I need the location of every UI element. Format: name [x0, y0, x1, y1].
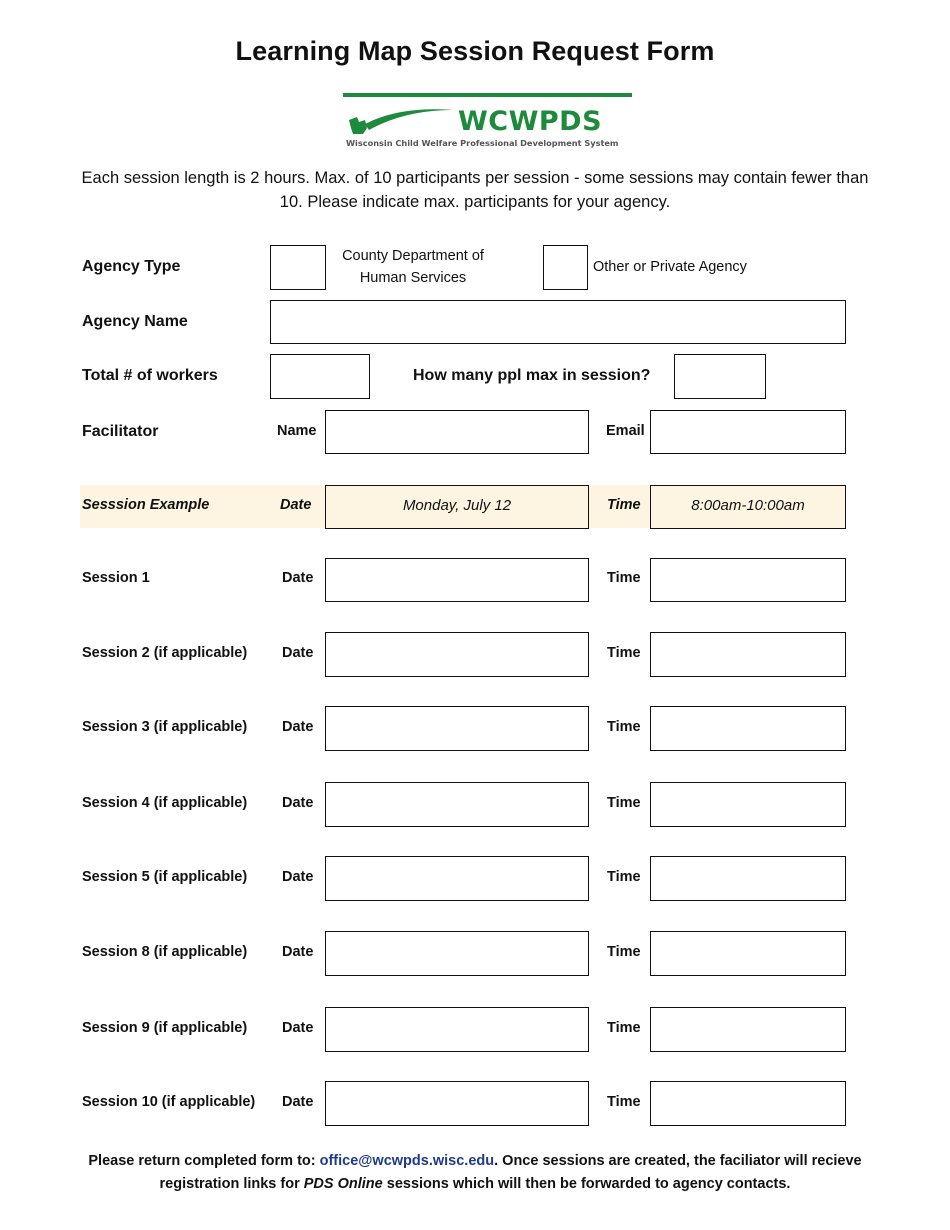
session-time-field[interactable]	[650, 1081, 846, 1126]
footer-text: Please return completed form to:	[88, 1153, 320, 1169]
session-label: Session 9 (if applicable)	[82, 1020, 248, 1036]
session-label: Session 10 (if applicable)	[82, 1094, 256, 1110]
session-time-label: Time	[607, 719, 641, 735]
other-agency-checkbox[interactable]	[543, 245, 588, 290]
logo-name: WCWPDS	[458, 106, 603, 137]
footer-text: . Once sessions are created, the faciliator will recieve registration links for	[159, 1153, 862, 1192]
session-date-field[interactable]	[325, 856, 589, 901]
total-workers-label: Total # of workers	[82, 367, 218, 384]
facilitator-name-field[interactable]	[325, 410, 589, 454]
session-date-label: Date	[282, 719, 314, 735]
total-workers-field[interactable]	[270, 354, 370, 399]
session-date-field[interactable]	[325, 632, 589, 677]
session-time-field[interactable]	[650, 1007, 846, 1052]
session-date-label: Date	[282, 1094, 314, 1110]
session-time-field[interactable]	[650, 856, 846, 901]
session-date-label: Date	[282, 1020, 314, 1036]
max-participants-label: How many ppl max in session?	[413, 367, 651, 384]
session-date-field[interactable]	[325, 782, 589, 827]
session-time-label: Time	[607, 1094, 641, 1110]
session-time-label: Time	[607, 645, 641, 661]
session-time-label: Time	[607, 570, 641, 586]
agency-type-label: Agency Type	[82, 258, 181, 275]
pds-online-text: PDS Online	[303, 1176, 383, 1192]
agency-name-label: Agency Name	[82, 313, 188, 330]
facilitator-email-label: Email	[606, 423, 645, 439]
office-email-link[interactable]: office@wcwpds.wisc.edu	[319, 1153, 495, 1169]
agency-name-field[interactable]	[270, 300, 846, 344]
session-date-label: Date	[282, 944, 314, 960]
intro-text: Each session length is 2 hours. Max. of 10 participants per session - some sessions may contain fewer than 10. Please indicate max. participants for your agency.	[81, 169, 869, 211]
max-participants-field[interactable]	[674, 354, 766, 399]
session-time-field[interactable]	[650, 632, 846, 677]
session-time-label: Time	[607, 1020, 641, 1036]
session-date-field[interactable]	[325, 931, 589, 976]
session-date-field[interactable]	[325, 1007, 589, 1052]
session-date-label: Date	[282, 645, 314, 661]
page-title: Learning Map Session Request Form	[235, 36, 715, 66]
session-label: Session 2 (if applicable)	[82, 645, 248, 661]
wisconsin-logo-icon	[345, 104, 457, 136]
logo-rule	[343, 93, 632, 97]
footer-text: sessions which will then be forwarded to agency contacts.	[382, 1176, 791, 1192]
session-date-field[interactable]	[325, 558, 589, 602]
session-label: Session 4 (if applicable)	[82, 795, 248, 811]
session-date-label: Date	[282, 570, 314, 586]
example-time-field: 8:00am-10:00am	[650, 485, 846, 529]
session-time-field[interactable]	[650, 782, 846, 827]
session-time-field[interactable]	[650, 931, 846, 976]
example-time-label: Time	[607, 497, 641, 513]
logo-subtitle: Wisconsin Child Welfare Professional Development System	[346, 138, 619, 148]
session-label: Session 8 (if applicable)	[82, 944, 248, 960]
county-option-label: County Department of Human Services	[342, 248, 484, 286]
example-date-label: Date	[280, 497, 312, 513]
session-label: Session 3 (if applicable)	[82, 719, 248, 735]
example-date-field: Monday, July 12	[325, 485, 589, 529]
other-agency-option-label: Other or Private Agency	[593, 259, 747, 275]
session-date-label: Date	[282, 869, 314, 885]
session-date-field[interactable]	[325, 706, 589, 751]
facilitator-label: Facilitator	[82, 423, 159, 440]
session-time-field[interactable]	[650, 706, 846, 751]
session-time-label: Time	[607, 795, 641, 811]
facilitator-name-label: Name	[277, 423, 317, 439]
session-time-label: Time	[607, 869, 641, 885]
session-date-field[interactable]	[325, 1081, 589, 1126]
footer-note	[80, 1150, 870, 1196]
session-date-label: Date	[282, 795, 314, 811]
session-label: Session 5 (if applicable)	[82, 869, 248, 885]
session-example-label: Sesssion Example	[82, 497, 210, 513]
county-checkbox[interactable]	[270, 245, 326, 290]
facilitator-email-field[interactable]	[650, 410, 846, 454]
session-time-field[interactable]	[650, 558, 846, 602]
session-time-label: Time	[607, 944, 641, 960]
session-label: Session 1	[82, 570, 150, 586]
